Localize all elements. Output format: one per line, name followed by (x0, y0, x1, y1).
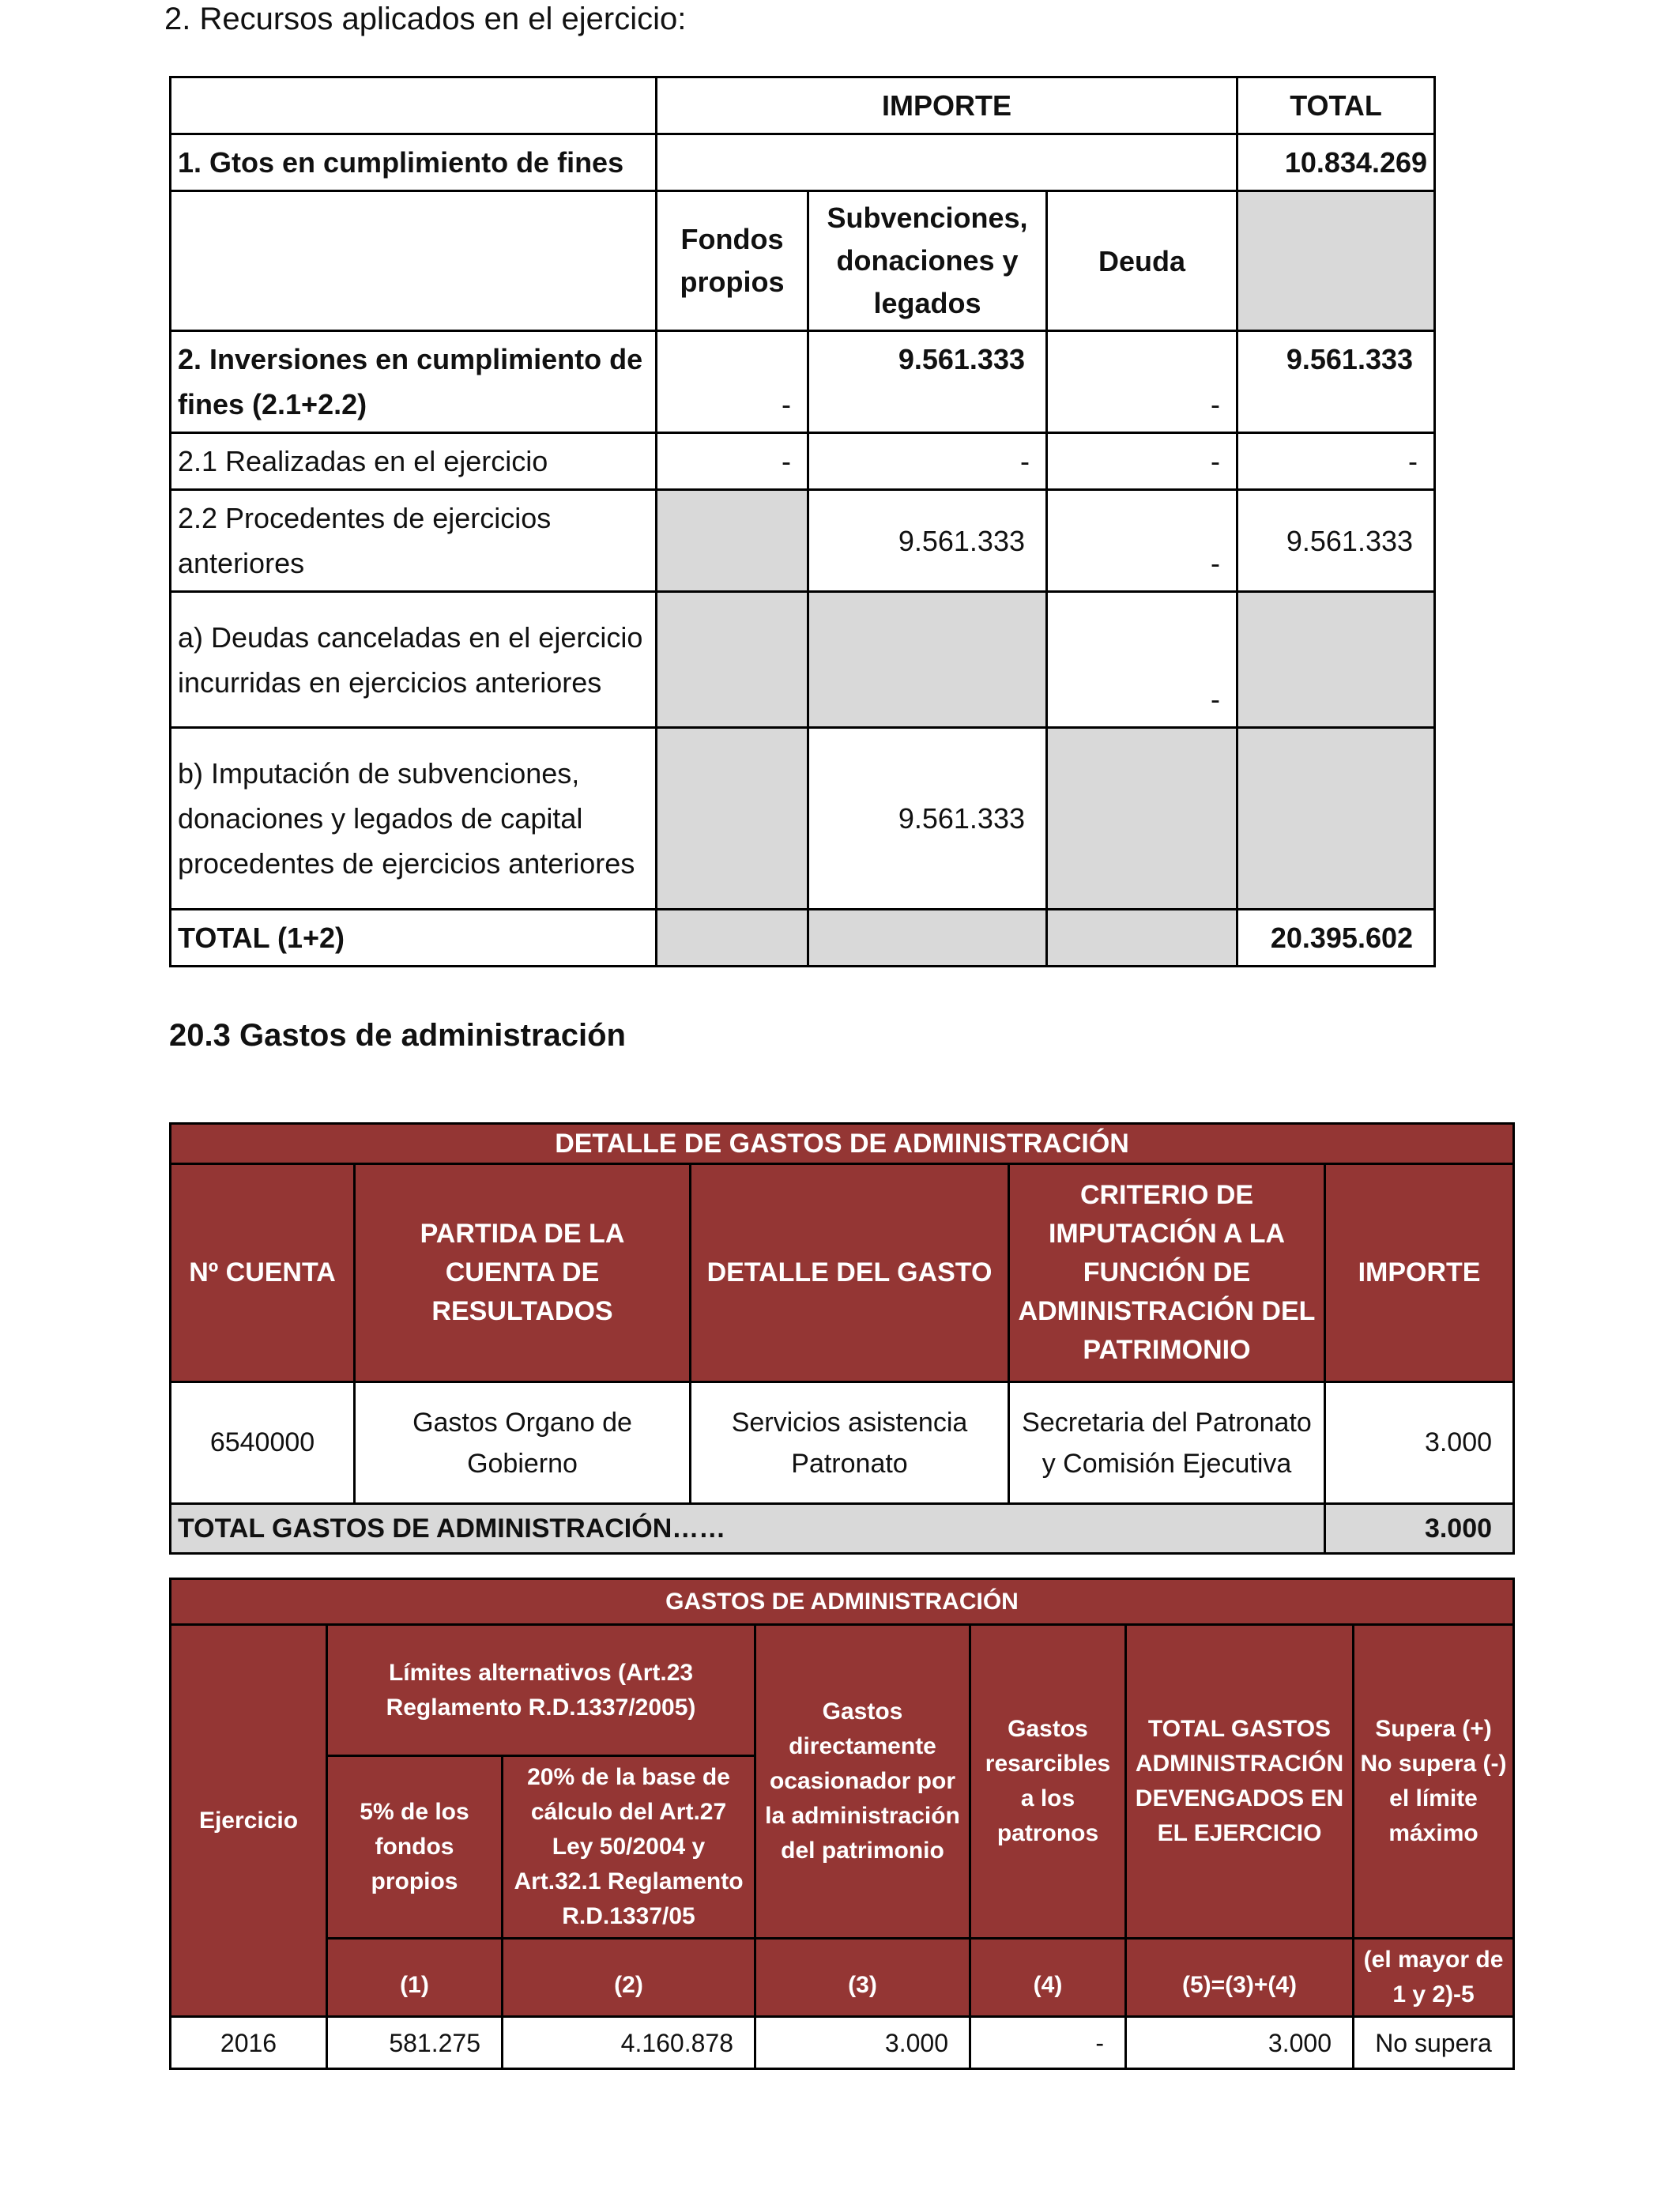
header-partida: PARTIDA DE LA CUENTA DE RESULTADOS (355, 1164, 691, 1382)
header-num-1: (1) (327, 1939, 503, 2017)
rowa-subvenciones-shaded (808, 592, 1047, 728)
subheader-total-cell (1237, 191, 1435, 331)
total-subvenciones-shaded (808, 910, 1047, 967)
rowb-fondos-shaded (657, 728, 808, 910)
rowa-fondos-shaded (657, 592, 808, 728)
header-supera: Supera (+) No supera (-) el límite máximo (1354, 1625, 1514, 1939)
header-num-3: (3) (755, 1939, 970, 2017)
header-detalle-gasto: DETALLE DEL GASTO (691, 1164, 1009, 1382)
rowb-deuda-shaded (1047, 728, 1237, 910)
cell-supera: No supera (1354, 2017, 1514, 2069)
header-gastos-directos: Gastos directamente ocasionador por la administración del patrimonio (755, 1625, 970, 1939)
row22-fondos-shaded (657, 490, 808, 592)
row21-subvenciones: - (808, 433, 1047, 490)
row22-deuda: - (1047, 490, 1237, 592)
row2-fondos: - (657, 331, 808, 433)
header-ejercicio: Ejercicio (171, 1625, 327, 2017)
header-criterio: CRITERIO DE IMPUTACIÓN A LA FUNCIÓN DE ADMINISTRACIÓN DEL PATRIMONIO (1009, 1164, 1325, 1382)
cell-importe: 3.000 (1325, 1382, 1514, 1504)
rowb-total-shaded (1237, 728, 1435, 910)
header-numero-cuenta: Nº CUENTA (171, 1164, 355, 1382)
header-importe: IMPORTE (1325, 1164, 1514, 1382)
header-5pct: 5% de los fondos propios (327, 1756, 503, 1939)
total-deuda-shaded (1047, 910, 1237, 967)
recursos-aplicados-table (169, 76, 1436, 967)
rowa-label: a) Deudas canceladas en el ejercicio incurridas en ejercicios anteriores (171, 592, 657, 728)
detalle-title: DETALLE DE GASTOS DE ADMINISTRACIÓN (171, 1124, 1514, 1164)
cell-20pct: 4.160.878 (503, 2017, 755, 2069)
gastos-administracion-limites-table (169, 1578, 1515, 2070)
cell-directos: 3.000 (755, 2017, 970, 2069)
rowb-subvenciones: 9.561.333 (808, 728, 1047, 910)
gastos-title: GASTOS DE ADMINISTRACIÓN (171, 1579, 1514, 1625)
row1-label: 1. Gtos en cumplimiento de fines (171, 134, 657, 191)
row22-label: 2.2 Procedentes de ejercicios anteriores (171, 490, 657, 592)
row21-label: 2.1 Realizadas en el ejercicio (171, 433, 657, 490)
row22-total: 9.561.333 (1237, 490, 1435, 592)
section-heading-recursos: 2. Recursos aplicados en el ejercicio: (164, 2, 687, 36)
header-limites-alternativos: Límites alternativos (Art.23 Reglamento R.D.1337/2005) (327, 1625, 755, 1756)
empty-header-cell (171, 77, 657, 134)
rowb-label: b) Imputación de subvenciones, donaciones y legados de capital procedentes de ejercicios anteriores (171, 728, 657, 910)
cell-5pct: 581.275 (327, 2017, 503, 2069)
cell-partida: Gastos Organo de Gobierno (355, 1382, 691, 1504)
col-fondos-propios: Fondos propios (657, 191, 808, 331)
section-heading-gastos-administracion: 20.3 Gastos de administración (169, 1018, 626, 1053)
total-value: 20.395.602 (1237, 910, 1435, 967)
col-deuda: Deuda (1047, 191, 1237, 331)
total-label: TOTAL (1+2) (171, 910, 657, 967)
header-gastos-resarcibles: Gastos resarcibles a los patronos (970, 1625, 1126, 1939)
header-importe: IMPORTE (657, 77, 1237, 134)
subheader-empty-cell (171, 191, 657, 331)
row2-total: 9.561.333 (1237, 331, 1435, 433)
detalle-gastos-table (169, 1122, 1515, 1555)
rowa-deuda: - (1047, 592, 1237, 728)
cell-cuenta: 6540000 (171, 1382, 355, 1504)
cell-criterio: Secretaria del Patronato y Comisión Ejecutiva (1009, 1382, 1325, 1504)
row1-importe-cell (657, 134, 1237, 191)
cell-resarcibles: - (970, 2017, 1126, 2069)
total-fondos-shaded (657, 910, 808, 967)
total-gastos-label: TOTAL GASTOS DE ADMINISTRACIÓN…… (171, 1504, 1325, 1554)
row2-deuda: - (1047, 331, 1237, 433)
rowa-total-shaded (1237, 592, 1435, 728)
header-total-gastos: TOTAL GASTOS ADMINISTRACIÓN DEVENGADOS EN EL EJERCICIO (1126, 1625, 1354, 1939)
header-20pct: 20% de la base de cálculo del Art.27 Ley 50/2004 y Art.32.1 Reglamento R.D.1337/05 (503, 1756, 755, 1939)
cell-detalle: Servicios asistencia Patronato (691, 1382, 1009, 1504)
row2-subvenciones: 9.561.333 (808, 331, 1047, 433)
header-num-6: (el mayor de 1 y 2)-5 (1354, 1939, 1514, 2017)
row1-total: 10.834.269 (1237, 134, 1435, 191)
total-gastos-value: 3.000 (1325, 1504, 1514, 1554)
header-total: TOTAL (1237, 77, 1435, 134)
header-num-2: (2) (503, 1939, 755, 2017)
row21-deuda: - (1047, 433, 1237, 490)
col-subvenciones: Subvenciones, donaciones y legados (808, 191, 1047, 331)
row22-subvenciones: 9.561.333 (808, 490, 1047, 592)
row21-fondos: - (657, 433, 808, 490)
cell-total: 3.000 (1126, 2017, 1354, 2069)
cell-ejercicio: 2016 (171, 2017, 327, 2069)
header-num-5: (5)=(3)+(4) (1126, 1939, 1354, 2017)
row21-total: - (1237, 433, 1435, 490)
row2-label: 2. Inversiones en cumplimiento de fines (2.1+2.2) (171, 331, 657, 433)
header-num-4: (4) (970, 1939, 1126, 2017)
